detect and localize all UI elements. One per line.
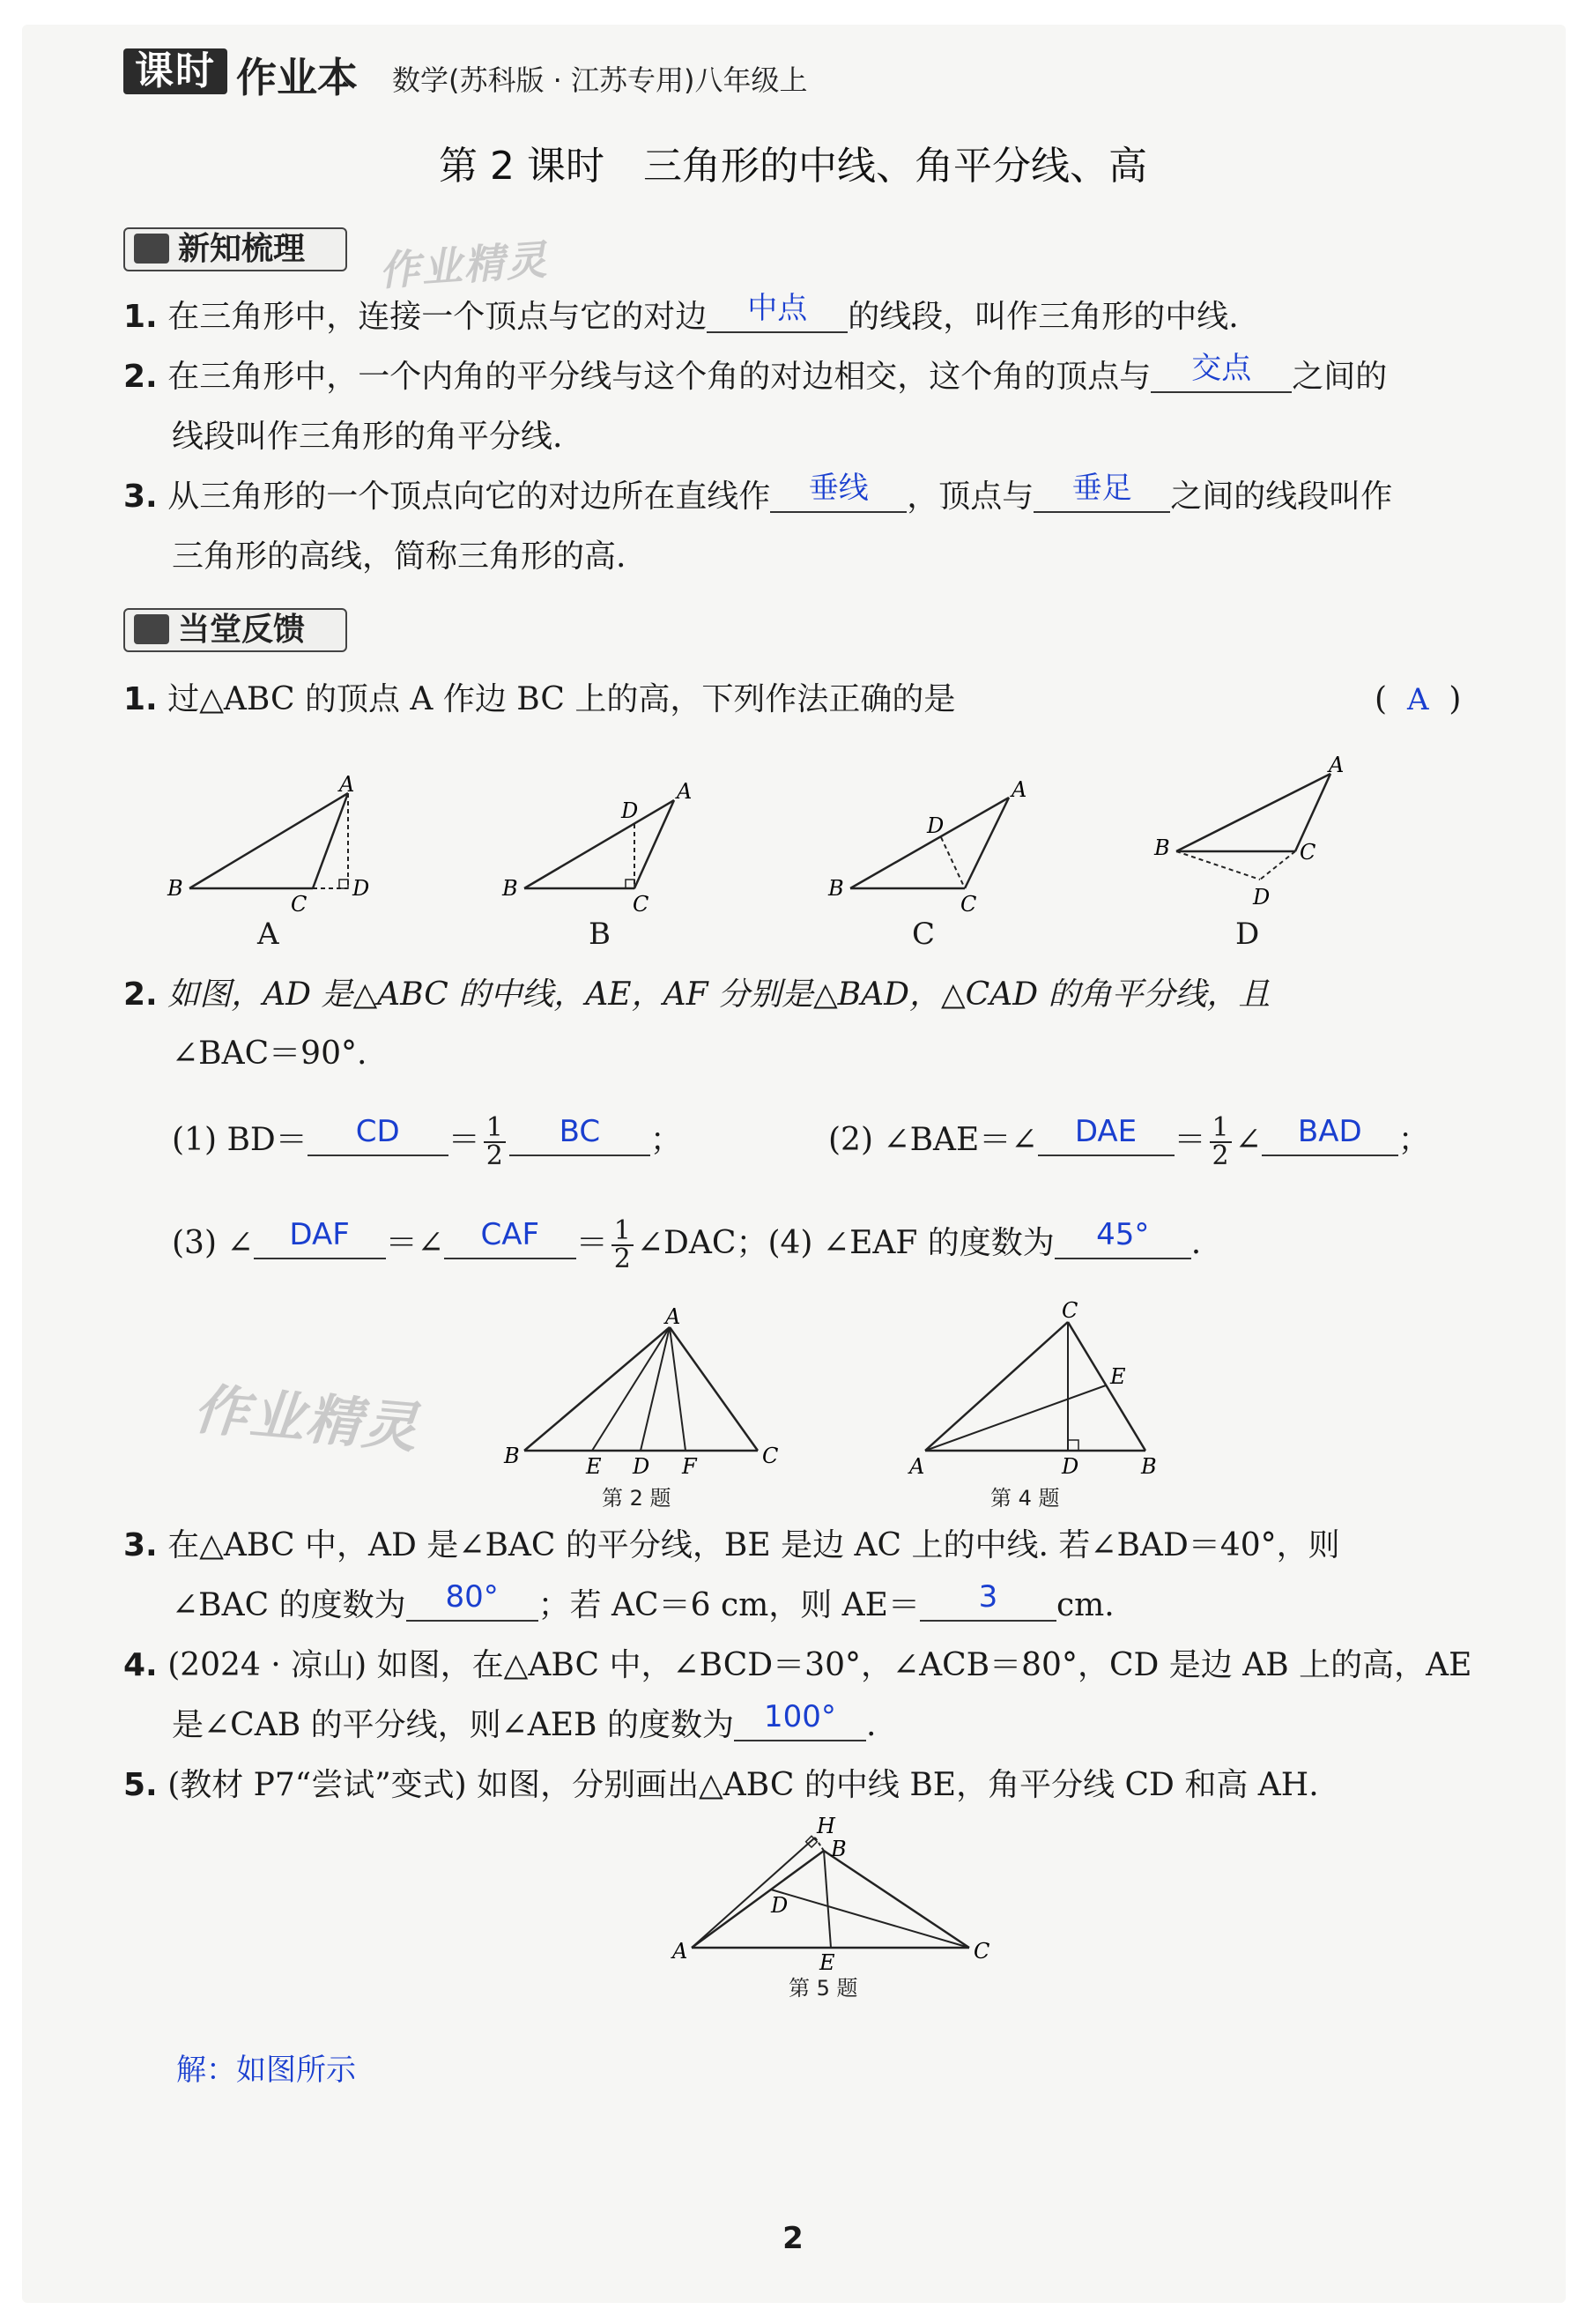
svg-text:B: B: [167, 876, 183, 901]
svg-text:D: D: [1253, 885, 1271, 910]
svg-text:B: B: [828, 876, 844, 901]
svg-text:E: E: [819, 1950, 835, 1975]
svg-text:A: A: [677, 779, 693, 804]
s1-q2: 2. 在三角形中，一个内角的平分线与这个角的对边相交，这个角的顶点与 交点 之间的: [123, 351, 1388, 395]
s2-q1-answer: ( A ): [1375, 681, 1462, 717]
svg-text:A: A: [339, 772, 355, 797]
fig2-fig4: [493, 1296, 1181, 1498]
figure-option-a: [167, 772, 369, 917]
answer-blank: DAE: [1038, 1119, 1175, 1156]
book-icon: [134, 234, 169, 264]
answer-blank: 垂足: [1034, 476, 1170, 513]
option-label-c: C: [912, 917, 936, 952]
s2-q2-part3: (3) ∠ DAF ＝∠ CAF ＝ $\frac{1}{2}$ ∠DAC；(4) ∠EAF 的度数为 45° .: [172, 1215, 1202, 1274]
answer-blank: BAD: [1262, 1119, 1398, 1156]
watermark: 作业精灵: [190, 1376, 422, 1460]
svg-text:C: C: [762, 1444, 779, 1468]
s2-q2-part2: (2) ∠BAE＝∠ DAE ＝ $\frac{1}{2}$ ∠ BAD ；: [828, 1112, 1430, 1171]
fraction-half: $\frac{1}{2}$: [484, 1115, 506, 1169]
figure-q2: [503, 1304, 778, 1479]
svg-text:A: A: [1012, 777, 1027, 802]
section-tab-feedback: 当堂反馈: [123, 608, 347, 652]
s2-q5: 5. (教材 P7“尝试”变式) 如图，分别画出△ABC 的中线 BE，角平分线 CD 和高 AH.: [123, 1767, 1319, 1803]
s2-q2-part1: (1) BD＝ CD ＝ $\frac{1}{2}$ BC ；: [172, 1112, 682, 1171]
pencil-icon: [134, 614, 169, 644]
svg-text:D: D: [352, 876, 370, 901]
answer-blank: DAF: [254, 1222, 386, 1259]
svg-text:C: C: [633, 892, 649, 917]
answer-blank: BC: [509, 1119, 650, 1156]
page-number: 2: [782, 2221, 804, 2256]
svg-text:C: C: [291, 892, 308, 917]
section-tab-new-knowledge: 新知梳理: [123, 227, 347, 271]
watermark: 作业精灵: [377, 235, 550, 295]
svg-text:D: D: [927, 813, 945, 838]
svg-text:D: D: [1062, 1454, 1079, 1479]
answer-blank: 3: [920, 1585, 1056, 1622]
svg-text:B: B: [1154, 835, 1170, 860]
s2-q1: 1. 过△ABC 的顶点 A 作边 BC 上的高，下列作法正确的是: [123, 681, 956, 717]
svg-text:B: B: [1141, 1454, 1157, 1479]
fraction-half: $\frac{1}{2}$: [611, 1218, 634, 1273]
s2-q3-line2: ∠BAC 的度数为 80° ；若 AC＝6 cm，则 AE＝ 3 cm.: [172, 1579, 1115, 1623]
answer-blank: 100°: [734, 1704, 866, 1741]
svg-text:D: D: [633, 1454, 650, 1479]
solution-text: 解：如图所示: [176, 2053, 356, 2088]
s2-q4-line2: 是∠CAB 的平分线，则∠AEB 的度数为 100° .: [172, 1699, 877, 1743]
answer-blank: CAF: [444, 1222, 576, 1259]
svg-text:D: D: [621, 798, 639, 823]
svg-text:B: B: [502, 876, 518, 901]
fraction-half: $\frac{1}{2}$: [1210, 1115, 1232, 1169]
svg-text:A: A: [909, 1454, 925, 1479]
svg-text:C: C: [960, 892, 977, 917]
svg-text:D: D: [771, 1893, 789, 1918]
fig2-caption: 第 2 题: [602, 1486, 671, 1511]
fig5-caption: 第 5 题: [789, 1976, 858, 2001]
s2-q3: 3. 在△ABC 中，AD 是∠BAC 的平分线，BE 是边 AC 上的中线. 若∠BAD＝40°，则: [123, 1527, 1340, 1563]
answer-blank: 交点: [1151, 356, 1292, 393]
s1-q2-line2: 线段叫作三角形的角平分线.: [172, 419, 563, 455]
s1-q1: 1. 在三角形中，连接一个顶点与它的对边 中点 的线段，叫作三角形的中线.: [123, 291, 1239, 335]
option-label-a: A: [257, 917, 279, 952]
fig4-caption: 第 4 题: [990, 1486, 1060, 1511]
svg-text:B: B: [504, 1444, 520, 1468]
answer-blank: 垂线: [770, 476, 907, 513]
series-name: 作业本: [236, 54, 358, 101]
svg-text:C: C: [1062, 1298, 1078, 1323]
lesson-title: 第 2 课时 三角形的中线、角平分线、高: [439, 144, 1147, 189]
s1-q3-line2: 三角形的高线，简称三角形的高.: [172, 538, 626, 575]
s2-q4: 4. (2024 · 凉山) 如图，在△ABC 中，∠BCD＝30°，∠ACB＝80°，CD 是边 AB 上的高，AE: [123, 1647, 1472, 1683]
answer-blank: 80°: [406, 1585, 538, 1622]
answer-blank: 中点: [707, 296, 848, 333]
svg-text:E: E: [586, 1454, 602, 1479]
svg-text:B: B: [831, 1837, 847, 1861]
answer-blank: 45°: [1055, 1222, 1191, 1259]
svg-text:F: F: [682, 1454, 697, 1479]
option-label-d: D: [1235, 917, 1260, 952]
svg-text:H: H: [817, 1814, 835, 1838]
option-label-b: B: [589, 917, 611, 952]
figure-q5: [665, 1815, 1000, 1992]
svg-text:A: A: [665, 1304, 681, 1329]
svg-text:A: A: [1329, 753, 1345, 777]
subject-line: 数学(苏科版 · 江苏专用)八年级上: [392, 63, 808, 97]
svg-text:C: C: [1300, 840, 1316, 865]
svg-text:C: C: [974, 1939, 990, 1964]
q1-option-figures: [167, 753, 1489, 925]
svg-text:E: E: [1110, 1364, 1126, 1389]
answer-blank: CD: [308, 1119, 448, 1156]
figure-option-c: [827, 777, 1026, 917]
figure-option-b: [501, 779, 692, 917]
svg-text:A: A: [672, 1939, 688, 1964]
logo: 课时: [123, 48, 227, 94]
s2-q2-line2: ∠BAC＝90°.: [172, 1036, 367, 1072]
s2-q2: 2. 如图，AD 是△ABC 的中线，AE，AF 分别是△BAD，△CAD 的角平分线，且: [123, 976, 1271, 1013]
s1-q3: 3. 从三角形的一个顶点向它的对边所在直线作 垂线 ，顶点与 垂足 之间的线段叫作: [123, 471, 1393, 515]
figure-q4: [908, 1298, 1157, 1479]
